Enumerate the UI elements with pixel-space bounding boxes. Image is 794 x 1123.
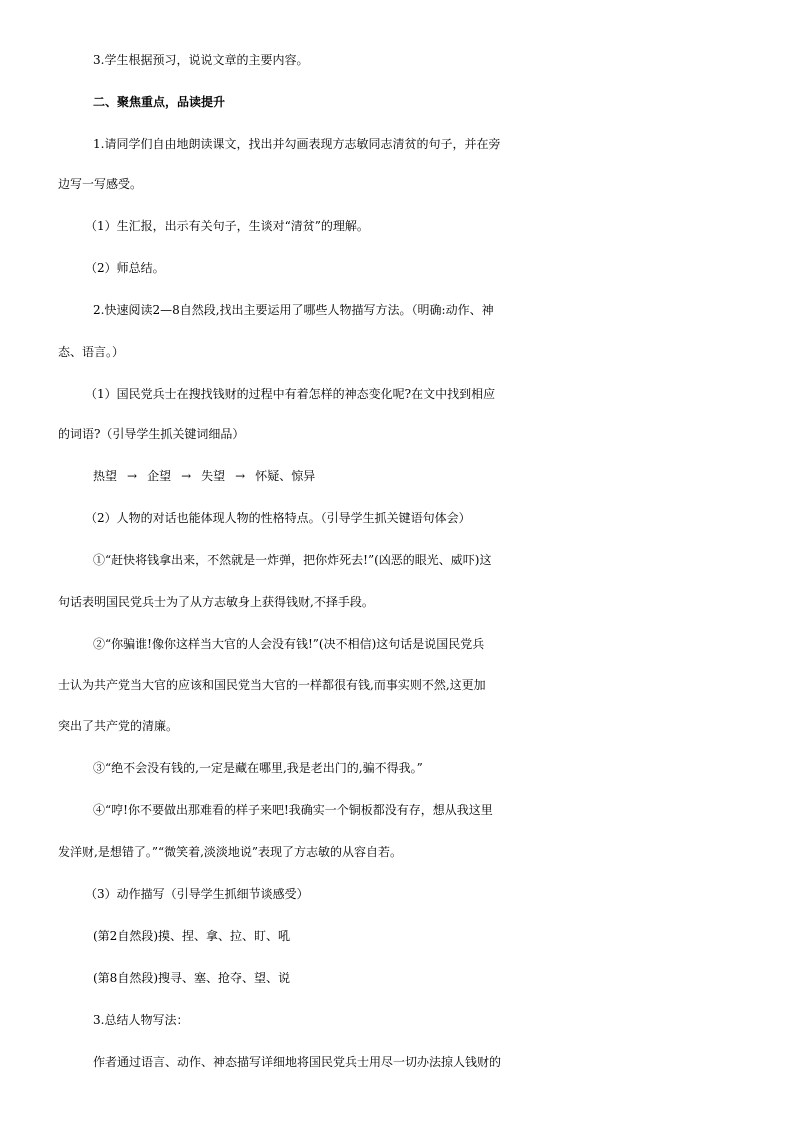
paragraph-line: 句话表明国民党兵士为了从方志敏身上获得钱财,不择手段。 — [58, 595, 374, 609]
arrow-icon: → — [235, 469, 246, 483]
paragraph-line: 态、语言。） — [58, 345, 125, 359]
paragraph-line: 1.请同学们自由地朗读课文，找出并勾画表现方志敏同志清贫的句子，并在旁 — [93, 137, 501, 151]
paragraph-line: 2.快速阅读2—8自然段,找出主要运用了哪些人物描写方法。（明确:动作、神 — [93, 303, 494, 317]
paragraph-line: ②“你骗谁!像你这样当大官的人会没有钱!”(决不相信)这句话是说国民党兵 — [93, 637, 485, 651]
chain-word: 热望 — [93, 469, 118, 483]
chain-word: 失望 — [201, 469, 226, 483]
chain-word: 企望 — [147, 469, 172, 483]
word-chain — [0, 464, 794, 488]
paragraph-line: （3）动作描写（引导学生抓细节谈感受） — [85, 887, 309, 901]
paragraph-line: 发洋财,是想错了。”“微笑着,淡淡地说”表现了方志敏的从容自若。 — [58, 845, 403, 859]
chain-word: 怀疑、惊异 — [255, 469, 316, 483]
paragraph-line: 3.学生根据预习，说说文章的主要内容。 — [93, 53, 309, 67]
paragraph-line: 突出了共产党的清廉。 — [58, 719, 179, 733]
paragraph-line: (第8自然段)搜寻、塞、抢夺、望、说 — [93, 971, 290, 985]
section-heading: 二、聚焦重点，品读提升 — [93, 95, 226, 109]
paragraph-line: （2）师总结。 — [85, 261, 165, 275]
paragraph-line: 的词语?（引导学生抓关键词细品） — [58, 427, 245, 441]
paragraph-line: ①“赶快将钱拿出来，不然就是一炸弹，把你炸死去!”(凶恶的眼光、威吓)这 — [93, 553, 492, 567]
arrow-icon: → — [127, 469, 138, 483]
paragraph-line: 边写一写感受。 — [58, 177, 143, 191]
arrow-icon: → — [181, 469, 192, 483]
paragraph-line: 3.总结人物写法： — [93, 1013, 189, 1027]
paragraph-line: 士认为共产党当大官的应该和国民党当大官的一样都很有钱,而事实则不然,这更加 — [58, 678, 486, 692]
paragraph-line: ③“绝不会没有钱的,一定是藏在哪里,我是老出门的,骗不得我。” — [93, 761, 423, 775]
paragraph-line: ④“哼!你不要做出那难看的样子来吧!我确实一个铜板都没有存，想从我这里 — [93, 803, 493, 817]
paragraph-line: （1）生汇报，出示有关句子，生谈对“清贫”的理解。 — [85, 219, 369, 233]
paragraph-line: (第2自然段)摸、捏、拿、拉、盯、吼 — [93, 929, 290, 943]
paragraph-line: （1）国民党兵士在搜找钱财的过程中有着怎样的神态变化呢?在文中找到相应 — [85, 387, 496, 401]
paragraph-line: （2）人物的对话也能体现人物的性格特点。（引导学生抓关键语句体会） — [85, 511, 471, 525]
paragraph-line: 作者通过语言、动作、神态描写详细地将国民党兵士用尽一切办法掠人钱财的 — [93, 1055, 502, 1069]
